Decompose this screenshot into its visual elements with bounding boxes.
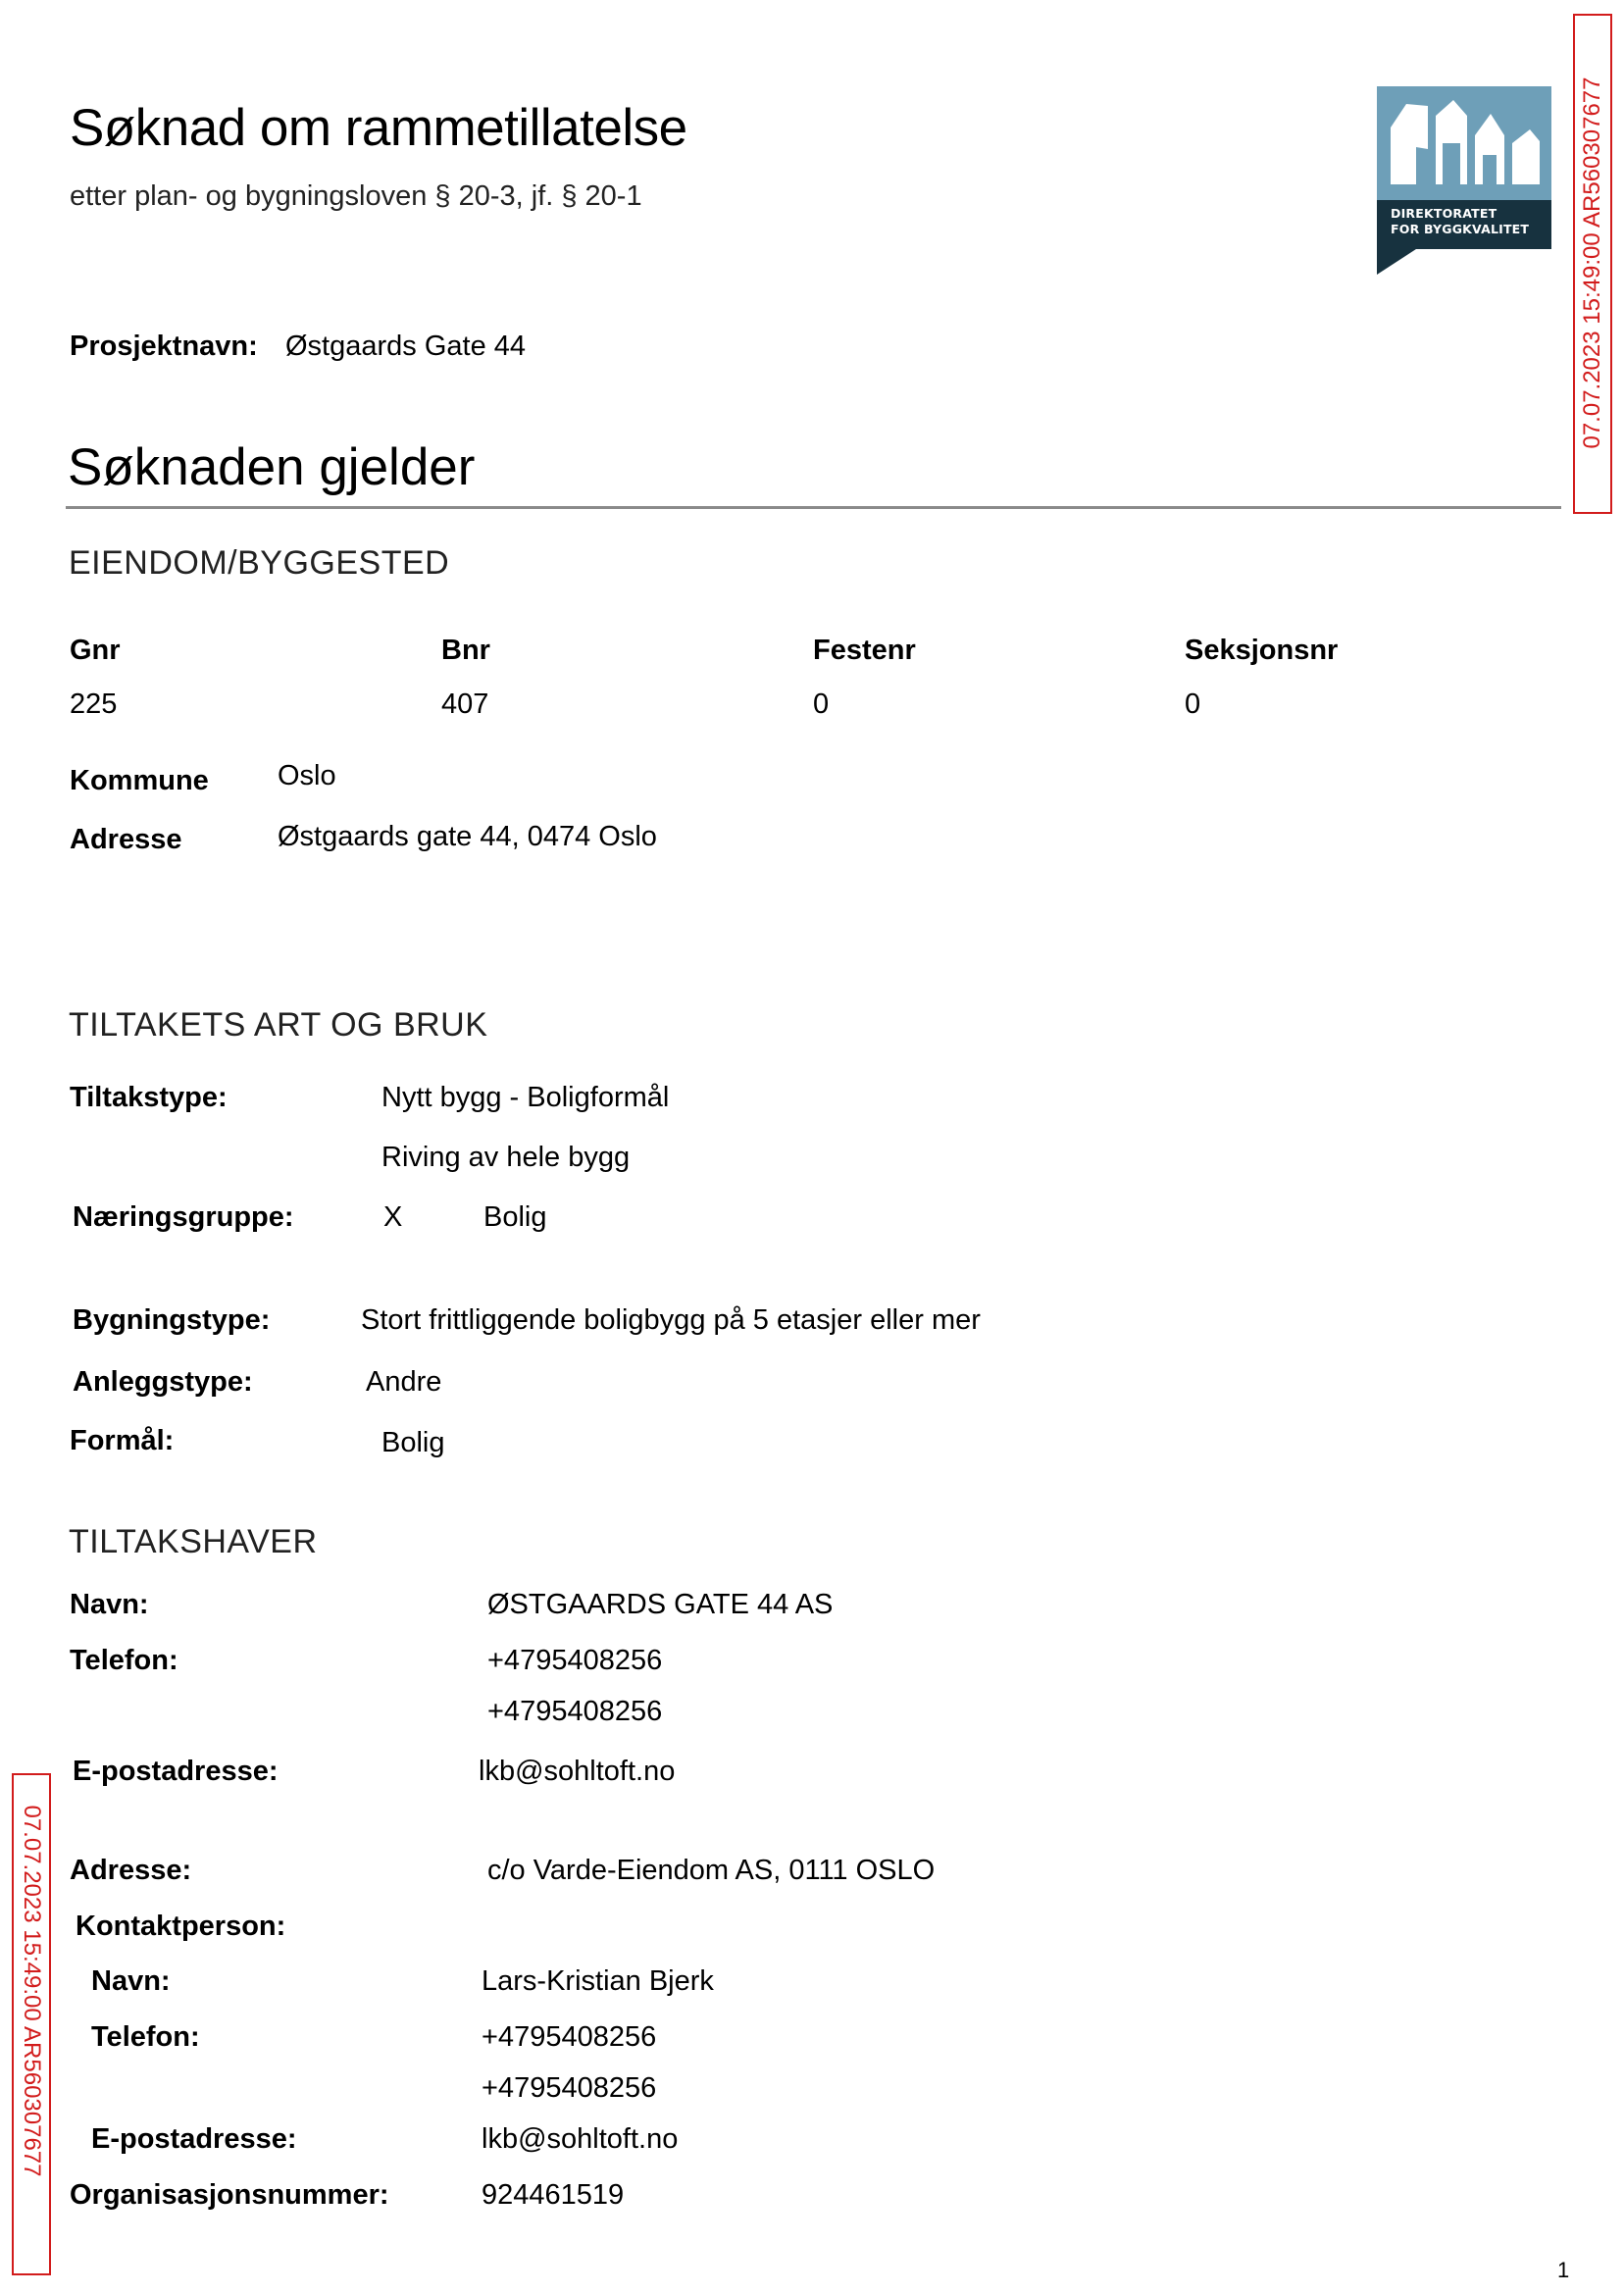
tiltakshaver-navn-value: ØSTGAARDS GATE 44 AS <box>487 1589 834 1620</box>
adresse-value: Østgaards gate 44, 0474 Oslo <box>278 821 657 852</box>
section-heading: Søknaden gjelder <box>68 438 476 496</box>
naeringsgruppe-label: Næringsgruppe: <box>73 1201 294 1233</box>
kontaktperson-label: Kontaktperson: <box>76 1911 286 1942</box>
festenr-value: 0 <box>813 688 830 720</box>
tiltakshaver-heading: TILTAKSHAVER <box>69 1523 318 1560</box>
kontakt-navn-value: Lars-Kristian Bjerk <box>482 1965 714 1997</box>
festenr-header: Festenr <box>813 635 916 666</box>
tiltakshaver-navn-label: Navn: <box>70 1589 149 1620</box>
document-title: Søknad om rammetillatelse <box>70 99 687 157</box>
document-subtitle: etter plan- og bygningsloven § 20-3, jf. § 20-1 <box>70 180 642 212</box>
anleggstype-value: Andre <box>366 1366 442 1398</box>
eiendom-heading: EIENDOM/BYGGESTED <box>69 544 450 582</box>
tiltakstype-label: Tiltakstype: <box>70 1082 228 1113</box>
bnr-value: 407 <box>441 688 489 720</box>
logo-text: DIREKTORATET FOR BYGGKVALITET <box>1391 206 1530 236</box>
page-number: 1 <box>1557 2258 1570 2282</box>
tiltakstype-value-2: Riving av hele bygg <box>381 1142 631 1173</box>
naeringsgruppe-code: X <box>383 1201 403 1233</box>
tiltakshaver-telefon-label: Telefon: <box>70 1645 178 1676</box>
dibk-logo <box>1377 86 1551 275</box>
kontakt-telefon-value-1: +4795408256 <box>482 2021 657 2053</box>
kontakt-epost-value: lkb@sohltoft.no <box>482 2123 679 2155</box>
project-name-value: Østgaards Gate 44 <box>285 331 527 362</box>
naeringsgruppe-value: Bolig <box>483 1201 547 1233</box>
project-name-label: Prosjektnavn: <box>70 331 258 362</box>
gnr-header: Gnr <box>70 635 121 666</box>
section-divider <box>66 506 1561 509</box>
seksjonsnr-header: Seksjonsnr <box>1185 635 1339 666</box>
tiltak-heading: TILTAKETS ART OG BRUK <box>69 1006 488 1044</box>
formal-value: Bolig <box>381 1427 445 1458</box>
tiltakshaver-telefon-value-1: +4795408256 <box>487 1645 663 1676</box>
tiltakshaver-epost-label: E-postadresse: <box>73 1756 279 1787</box>
tiltakshaver-epost-value: lkb@sohltoft.no <box>479 1756 676 1787</box>
kontakt-telefon-value-2: +4795408256 <box>482 2072 657 2104</box>
kontakt-epost-label: E-postadresse: <box>91 2123 297 2155</box>
formal-label: Formål: <box>70 1425 175 1456</box>
kommune-value: Oslo <box>278 760 336 791</box>
bygningstype-label: Bygningstype: <box>73 1304 271 1336</box>
anleggstype-label: Anleggstype: <box>73 1366 253 1398</box>
seksjonsnr-value: 0 <box>1185 688 1201 720</box>
tiltakshaver-adresse-label: Adresse: <box>70 1855 192 1886</box>
tiltakshaver-telefon-value-2: +4795408256 <box>487 1696 663 1727</box>
kontakt-navn-label: Navn: <box>91 1965 171 1997</box>
receipt-stamp-left-text: 07.07.2023 15:49:00 AR560307677 <box>19 1805 45 2177</box>
bygningstype-value: Stort frittliggende boligbygg på 5 etasjer eller mer <box>361 1304 981 1336</box>
bnr-header: Bnr <box>441 635 490 666</box>
receipt-stamp-right-text: 07.07.2023 15:49:00 AR560307677 <box>1579 76 1605 449</box>
gnr-value: 225 <box>70 688 118 720</box>
tiltakstype-value-1: Nytt bygg - Boligformål <box>381 1082 670 1113</box>
kontakt-telefon-label: Telefon: <box>91 2021 200 2053</box>
adresse-label: Adresse <box>70 824 182 855</box>
logo-building-icon <box>1377 86 1551 200</box>
kommune-label: Kommune <box>70 765 209 796</box>
tiltakshaver-adresse-value: c/o Varde-Eiendom AS, 0111 OSLO <box>487 1855 936 1886</box>
orgnr-value: 924461519 <box>482 2179 625 2211</box>
orgnr-label: Organisasjonsnummer: <box>70 2179 389 2211</box>
